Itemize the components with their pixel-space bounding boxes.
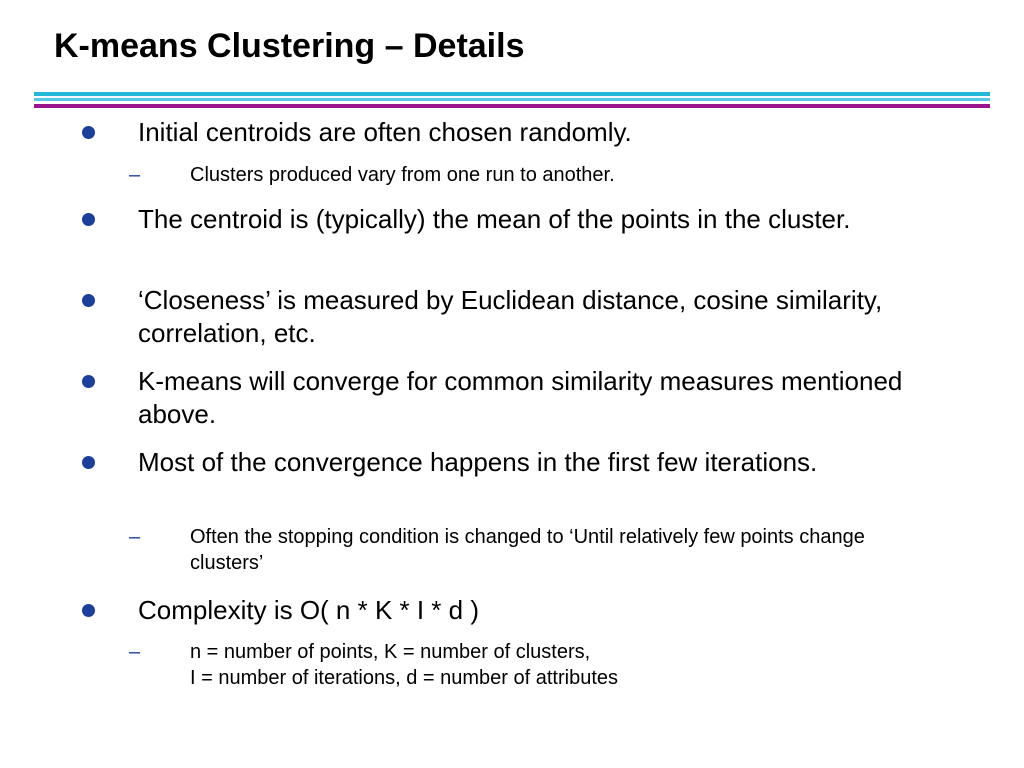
sub-bullet-item bbox=[0, 524, 1024, 580]
title-divider-cyan bbox=[34, 92, 990, 96]
bullet-item bbox=[0, 594, 1024, 634]
bullet-text: The centroid is (typically) the mean of the points in the cluster. bbox=[138, 204, 851, 234]
bullet-text: ‘Closeness’ is measured by Euclidean distance, cosine similarity, correlation, etc. bbox=[138, 285, 883, 348]
bullet-text: Complexity is O( n * K * I * d ) bbox=[138, 595, 479, 625]
sub-bullet-line: n = number of points, K = number of clusters, bbox=[190, 641, 591, 663]
bullet-text: Initial centroids are often chosen randomly. bbox=[138, 117, 632, 147]
sub-bullet-text: Often the stopping condition is changed to ‘Until relatively few points change clusters’ bbox=[190, 526, 865, 574]
dash-icon: – bbox=[129, 641, 141, 663]
bullet-item bbox=[0, 284, 1024, 364]
bullet-dot-icon bbox=[82, 294, 95, 307]
bullet-item bbox=[0, 446, 1024, 526]
bullet-dot-icon bbox=[82, 456, 95, 469]
sub-bullet-text bbox=[190, 639, 910, 691]
slide-title: K-means Clustering – Details bbox=[54, 27, 525, 65]
sub-bullet-line: I = number of iterations, d = number of attributes bbox=[190, 667, 619, 689]
bullet-dot-icon bbox=[82, 126, 95, 139]
bullet-dot-icon bbox=[82, 604, 95, 617]
bullet-text: Most of the convergence happens in the first few iterations. bbox=[138, 447, 818, 477]
bullet-item bbox=[0, 365, 1024, 445]
bullet-item bbox=[0, 203, 1024, 283]
bullet-dot-icon bbox=[82, 213, 95, 226]
bullet-dot-icon bbox=[82, 375, 95, 388]
dash-icon: – bbox=[129, 526, 141, 548]
title-divider-magenta bbox=[34, 104, 990, 108]
dash-icon: – bbox=[129, 164, 141, 186]
sub-bullet-item bbox=[0, 639, 1024, 695]
sub-bullet-item bbox=[0, 162, 1024, 192]
title-divider-cyan-light bbox=[34, 98, 990, 101]
sub-bullet-text: Clusters produced vary from one run to another. bbox=[190, 164, 615, 186]
bullet-text: K-means will converge for common similarity measures mentioned above. bbox=[138, 366, 903, 429]
